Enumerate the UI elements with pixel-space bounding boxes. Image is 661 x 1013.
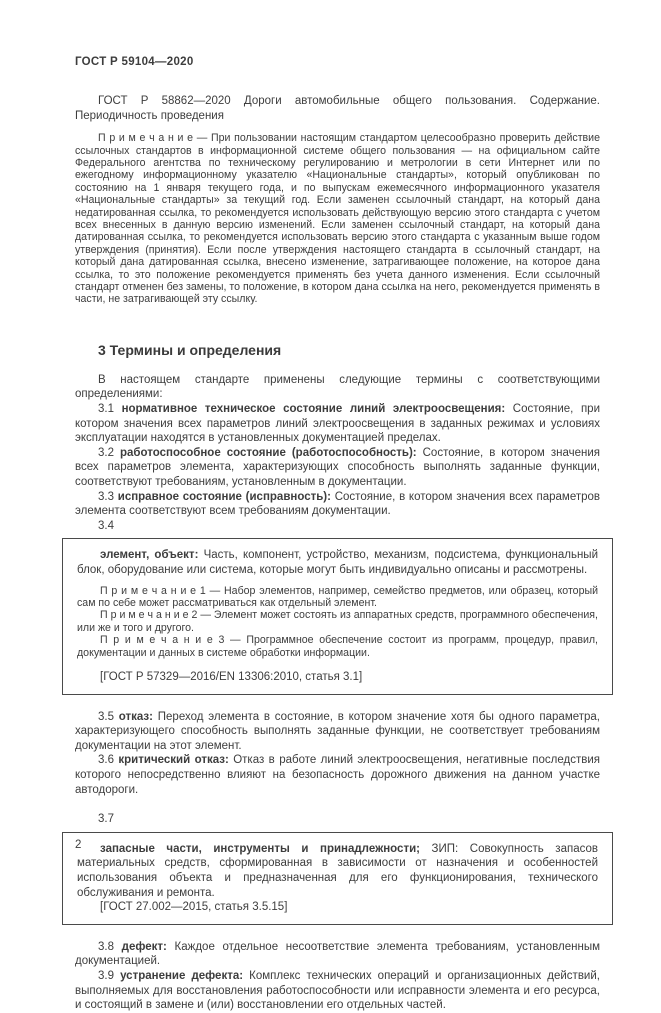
term-name: элемент, объект: — [100, 549, 204, 562]
term-name: работоспособное состояние (работоспособность): — [120, 446, 423, 459]
definition-box-element-object — [62, 538, 613, 694]
term-definition: Переход элемента в состояние, в котором значение хотя бы одного параметра, характеризующего способность выполнять заданные функции, не соответствует требованиям документации на этот элемент. — [75, 710, 600, 752]
reference-paragraph: ГОСТ Р 58862—2020 Дороги автомобильные общего пользования. Содержание. Периодичность проведения — [75, 95, 600, 122]
term-definition: Отказ в работе линий электроосвещения, негативные последствия которого непосредственно влияют на безопасность дорожного движения на данном участке автодороги. — [75, 754, 600, 796]
term-abbreviation: ЗИП: — [431, 842, 470, 855]
term-3-4-number: 3.4 — [98, 519, 114, 532]
term-3-6 — [75, 753, 600, 797]
term-3-3 — [75, 490, 600, 519]
boxed-term-element — [77, 548, 598, 577]
term-definition: Комплекс технических операций и организационных действий, выполняемых для восстановления работоспособности или исправности элемента и его ресурса, и состоящий в замене и (или) восстановлении его отдельных частей. — [75, 969, 600, 1012]
section-intro: В настоящем стандарте применены следующие термины с соответствующими определениями: — [75, 373, 600, 401]
term-definition: Состояние, в котором значения всех параметров элемента, характеризующих способность выполнять заданные функции, соответствуют требованиям, установленным в документации. — [75, 446, 600, 489]
term-number: 3.2 — [98, 446, 120, 459]
term-number: 3.9 — [98, 969, 121, 982]
term-definition: Каждое отдельное несоответствие элемента требованиям, установленным документацией. — [75, 940, 601, 968]
boxed-term-spare-parts — [77, 842, 598, 900]
term-name: исправное состояние (исправность): — [117, 490, 335, 503]
term-definition: Совокупность запасов материальных средств, сформированная в зависимости от назначения и особенностей использования объекта и предназначенная для его функционирования, технического обслуживания и ремонта. — [77, 842, 598, 899]
definition-box-spare-parts — [62, 832, 613, 925]
term-3-8 — [75, 940, 600, 969]
term-number: 3.8 — [98, 940, 122, 953]
term-definition: Состояние, в котором значения всех параметров элемента соответствуют всем требованиям документации. — [75, 490, 600, 518]
term-number: 3.3 — [98, 490, 118, 503]
term-3-7-number: 3.7 — [98, 813, 114, 826]
section-title: 3 Термины и определения — [98, 341, 282, 358]
term-name: запасные части, инструменты и принадлежности; — [100, 842, 432, 855]
term-name: критический отказ: — [118, 754, 234, 767]
term-3-1 — [75, 402, 600, 446]
term-number: 3.1 — [98, 403, 122, 416]
term-definition: Состояние, при котором значения всех параметров линий электроосвещения в заданных режимах и условиях эксплуатации находятся в установленных документацией пределах. — [75, 403, 600, 445]
boxed-note-1: П р и м е ч а н и е 1 — Набор элементов, например, семейство предметов, или образец, который сам по себе может рассматриваться как отдельный элемент. — [77, 584, 598, 609]
term-number: 3.5 — [98, 710, 119, 723]
term-name: дефект: — [121, 940, 175, 953]
running-header-doc-code: ГОСТ Р 59104—2020 — [75, 56, 194, 68]
term-number: 3.6 — [98, 754, 119, 767]
term-name: устранение дефекта: — [120, 969, 250, 982]
note-paragraph: П р и м е ч а н и е — При пользовании настоящим стандартом целесообразно проверить действие ссылочных стандартов в информационной системе общего пользования — на официальном сайте Федерального агентства по техническому регулированию и метрологии в сети Интернет или по ежегодному информационному указателю «Национальные стандарты», который опубликован по состоянию на 1 января текущего года, и по выпускам ежемесячного информационного указателя «Национальные стандарты» за текущий год. Если заменен ссылочный стандарт, на который дана недатированная ссылка, то рекомендуется использовать действующую версию этого стандарта с учетом всех внесенных в данную версию изменений. Если заменен ссылочный стандарт, на который дана датированная ссылка, то рекомендуется использовать версию этого стандарта с указанным выше годом утверждения (принятия). Если после утверждения настоящего стандарта в ссылочный стандарт, на который дана датированная ссылка, внесено изменение, затрагивающее положение, на которое дана ссылка, то это положение рекомендуется применять без учета данного изменения. Если ссылочный стандарт отменен без замены, то положение, в котором дана ссылка на него, рекомендуется применять в части, не затрагивающей эту ссылку. — [75, 132, 600, 306]
term-3-2 — [75, 446, 600, 490]
page-number: 2 — [75, 839, 82, 851]
term-name: отказ: — [118, 710, 158, 723]
term-3-9 — [75, 969, 600, 1013]
boxed-note-2: П р и м е ч а н и е 2 — Элемент может состоять из аппаратных средств, программного обеспечения, или же и того и другого. — [77, 609, 598, 634]
term-3-5 — [75, 710, 600, 754]
boxed-source-reference: [ГОСТ Р 57329—2016/EN 13306:2010, статья 3.1] — [100, 671, 363, 684]
boxed-note-3: П р и м е ч а н и е 3 — Программное обеспечение состоит из программ, процедур, правил, документации и данных в системе обработки информации. — [77, 634, 598, 659]
term-definition: Часть, компонент, устройство, механизм, подсистема, функциональный блок, оборудование или система, которые могут быть индивидуально описаны и рассмотрены. — [77, 549, 598, 576]
term-name: нормативное техническое состояние линий электроосвещения: — [121, 403, 513, 416]
boxed-source-reference: [ГОСТ 27.002—2015, статья 3.5.15] — [100, 901, 288, 914]
